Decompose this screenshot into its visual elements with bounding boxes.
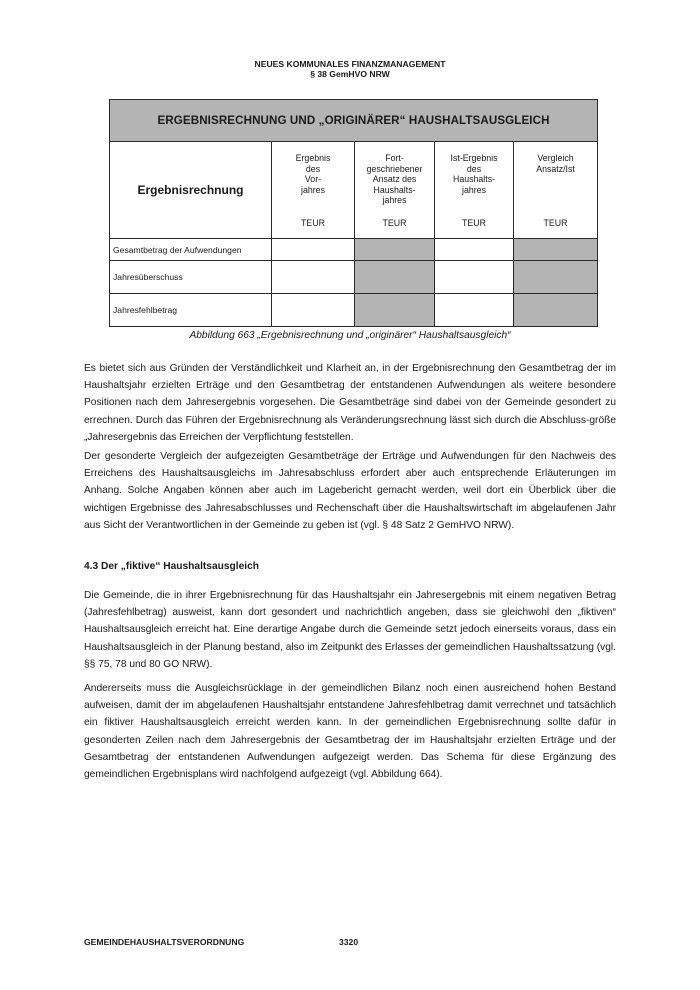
table-cell-shaded xyxy=(514,261,598,294)
table-cell-shaded xyxy=(355,261,435,294)
table-cell xyxy=(435,261,514,294)
table-row xyxy=(110,261,598,294)
paragraph: Andererseits muss die Ausgleichsrücklage in der gemeindlichen Bilanz noch einen ausreichend hohen Bestand aufweisen, damit der im abgelaufenen Haushaltsjahr entstandene Jahresfehlbetrag damit verrechnet und tatsächlich ein fiktiver Haushaltsausgleich erreicht werden kann. In der gemeindlichen Ergebnisrechnung sollte dafür in gesonderten Zeilen nach dem Jahresergebnis der Gesamtbetrag der im Haushaltsjahr erzielten Erträge und der Gesamtbetrag der entstandenen Aufwendungen aufgezeigt werden. Das Schema für diese Ergänzung des gemeindlichen Ergebnisplans wird nachfolgend aufgezeigt (vgl. Abbildung 664). xyxy=(84,683,616,781)
result-table xyxy=(109,99,598,327)
column-unit: TEUR xyxy=(543,218,568,229)
column-unit: TEUR xyxy=(301,218,325,229)
paragraph: Der gesonderte Vergleich der aufgezeigten Gesamtbeträge der Erträge und Aufwendungen für den Nachweis des Erreichens des Haushaltsausgleichs im Jahresabschluss erfordert aber auch entsprechende Erläuterungen im Anhang. Solche Angaben können aber auch im Lagebericht gemacht werden, weil dort ein Überblick über die wichtigen Ergebnisse des Jahresabschlusses und Rechenschaft über die Haushaltswirtschaft im abgelaufenen Jahr aus Sicht der Verantwortlichen in der Gemeinde zu geben ist (vgl. § 48 Satz 2 GemHVO NRW). xyxy=(84,451,616,531)
table-cell xyxy=(272,239,355,261)
column-label: Vergleich Ansatz/Ist xyxy=(536,153,575,174)
column-header xyxy=(272,142,355,239)
table-cell xyxy=(272,294,355,327)
column-label: Ergebnis des Vor- jahres xyxy=(295,153,331,195)
row-header: Ergebnisrechnung xyxy=(110,142,272,239)
row-label: Jahresfehlbetrag xyxy=(110,294,272,327)
table-cell-shaded xyxy=(355,239,435,261)
column-label: Ist-Ergebnis des Haushalts- jahres xyxy=(450,153,498,195)
table-title: ERGEBNISRECHNUNG UND „ORIGINÄRER“ HAUSHALTSAUSGLEICH xyxy=(110,100,598,142)
table-row xyxy=(110,239,598,261)
figure-caption: Abbildung 663 „Ergebnisrechnung und „originärer“ Haushaltsausgleich“ xyxy=(189,330,511,341)
table-cell xyxy=(435,294,514,327)
column-header xyxy=(355,142,435,239)
table-row xyxy=(110,294,598,327)
section-heading: 4.3 Der „fiktive“ Haushaltsausgleich xyxy=(84,561,259,572)
table-cell xyxy=(435,239,514,261)
column-unit: TEUR xyxy=(382,218,407,229)
footer-title: GEMEINDEHAUSHALTSVERORDNUNG xyxy=(84,937,245,947)
paragraph: Es bietet sich aus Gründen der Verständlichkeit und Klarheit an, in der Ergebnisrechnung den Gesamtbetrag der im Haushaltsjahr erzielten Erträge und den Gesamtbetrag der entstandenen Aufwendungen als weitere besondere Positionen nach dem Jahresergebnis vorgesehen. Die Gesamtbeträge sind dabei von der Gemeinde gesondert zu errechnen. Durch das Führen der Ergebnisrechnung als Veränderungsrechnung lässt sich durch die Abschluss-größe „Jahresergebnis das Erreichen der Verpflichtung feststellen. xyxy=(84,363,616,443)
row-label: Jahresüberschuss xyxy=(110,261,272,294)
running-header-section: § 38 GemHVO NRW xyxy=(310,69,390,79)
column-unit: TEUR xyxy=(462,218,486,229)
column-label: Fort- geschriebener Ansatz des Haushalts- jahres xyxy=(366,153,423,206)
table-cell-shaded xyxy=(514,239,598,261)
table-cell-shaded xyxy=(514,294,598,327)
row-label: Gesamtbetrag der Aufwendungen xyxy=(110,239,272,261)
paragraph: Die Gemeinde, die in ihrer Ergebnisrechnung für das Haushaltsjahr ein Jahresergebnis mit einem negativen Betrag (Jahresfehlbetrag) ausweist, kann dort gesondert und nachrichtlich angeben, dass sie gleichwohl den „fiktiven“ Haushaltsausgleich erreicht hat. Eine derartige Angabe durch die Gemeinde setzt jedoch einerseits voraus, dass ein Haushaltsausgleich in der Planung bestand, also im Zeitpunkt des Erlasses der gemeindlichen Haushaltssatzung (vgl. §§ 75, 78 und 80 GO NRW). xyxy=(84,590,616,670)
column-header xyxy=(514,142,598,239)
table-cell-shaded xyxy=(355,294,435,327)
running-header-title: NEUES KOMMUNALES FINANZMANAGEMENT xyxy=(254,59,446,69)
table-cell xyxy=(272,261,355,294)
page-number: 3320 xyxy=(339,937,359,947)
column-header xyxy=(435,142,514,239)
